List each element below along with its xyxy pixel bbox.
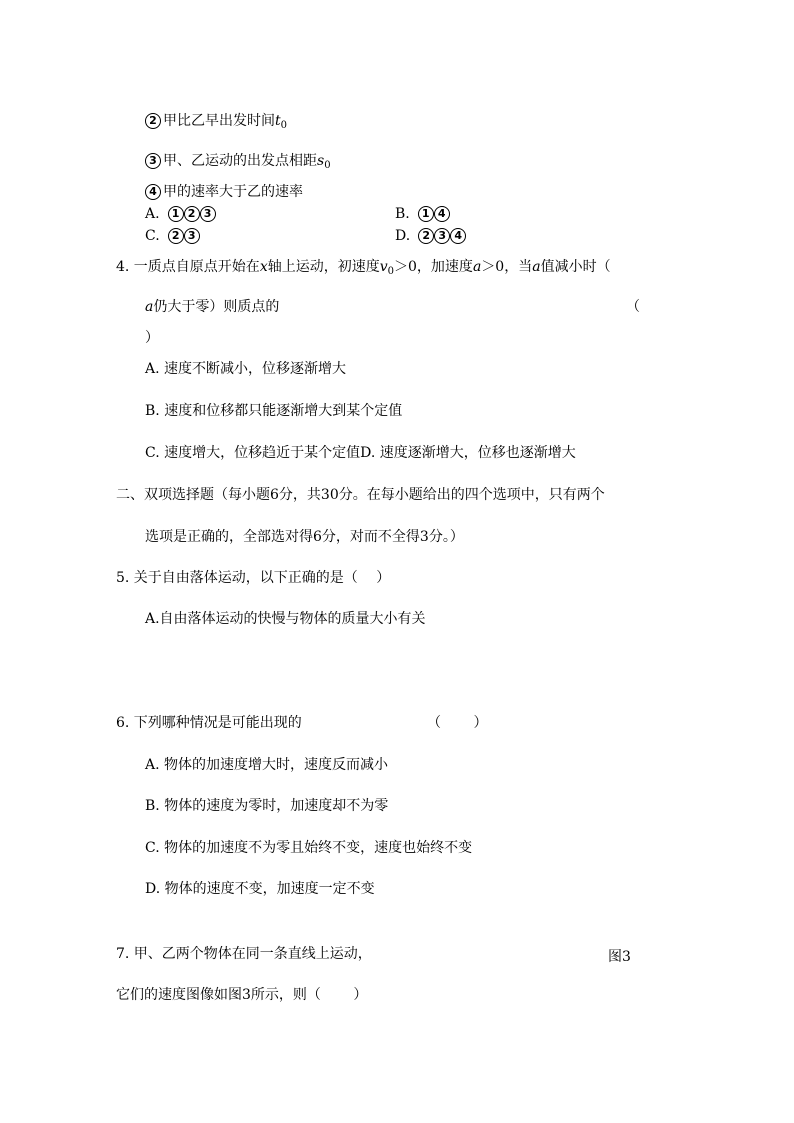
- q6-option-a: A. 物体的加速度增大时，速度反而减小: [145, 757, 389, 773]
- q7-stem-line1: 7. 甲、乙两个物体在同一条直线上运动，: [116, 946, 372, 962]
- section2-header-line1: 二、双项选择题（每小题6分，共30分。在每小题给出的四个选项中，只有两个: [116, 487, 605, 503]
- q6-option-d: D. 物体的速度不变，加速度一定不变: [145, 881, 375, 897]
- q4-stem-line1: 4. 一质点自原点开始在x轴上运动，初速度$v_0>0$，加速度a＞0，当a值减小时（: [116, 259, 611, 277]
- circled-number: 4: [145, 184, 161, 200]
- circled-number: 4: [450, 228, 466, 244]
- q3-option-d: D. 2 3 4: [395, 227, 466, 245]
- q6-answer-paren: （ ）: [427, 715, 488, 731]
- circled-number: 3: [184, 228, 200, 244]
- circled-number: 3: [434, 228, 450, 244]
- q3-item-3: 3 甲、乙运动的出发点相距$s_0$: [145, 152, 331, 170]
- circled-number: 3: [200, 206, 216, 222]
- circled-number: 2: [418, 228, 434, 244]
- figure-label: 图3: [608, 949, 631, 965]
- q4-option-a: A. 速度不断减小，位移逐渐增大: [145, 361, 347, 377]
- q4-options-c-d: [145, 444, 576, 462]
- q6-stem: 6. 下列哪种情况是可能出现的: [116, 715, 302, 731]
- circled-number: 4: [434, 206, 450, 222]
- q3-option-b: B. 1 4: [395, 205, 450, 223]
- q3-option-a: A. 1 2 3: [145, 205, 216, 223]
- q5-option-a: A.自由落体运动的快慢与物体的质量大小有关: [145, 611, 426, 627]
- circled-number: 1: [168, 206, 184, 222]
- section2-header-line2: 选项是正确的，全部选对得6分，对而不全得3分。）: [145, 529, 464, 545]
- q4-stem-line2: a仍大于零）则质点的: [145, 299, 280, 315]
- q7-stem-line2: 它们的速度图像如图3所示，则（ ）: [116, 987, 368, 1003]
- q3-item-2: 2 甲比乙早出发时间$t_0$: [145, 112, 287, 130]
- q4-option-d: D. 速度逐渐增大，位移也逐渐增大: [360, 445, 576, 461]
- circled-number: 2: [168, 228, 184, 244]
- q3-item-4: 4 甲的速率大于乙的速率: [145, 183, 303, 201]
- q6-option-c: C. 物体的加速度不为零且始终不变，速度也始终不变: [145, 840, 473, 856]
- circled-number: 3: [145, 153, 161, 169]
- q5-stem: 5. 关于自由落体运动，以下正确的是（ ）: [116, 570, 391, 586]
- q3-option-c: C. 2 3: [145, 227, 200, 245]
- circled-number: 1: [418, 206, 434, 222]
- q4-option-b: B. 速度和位移都只能逐渐增大到某个定值: [145, 403, 403, 419]
- circled-number: 2: [145, 113, 161, 129]
- q4-answer-paren-close: ）: [145, 330, 159, 346]
- q6-option-b: B. 物体的速度为零时，加速度却不为零: [145, 798, 389, 814]
- circled-number: 2: [184, 206, 200, 222]
- q4-answer-paren-open: （: [626, 299, 640, 315]
- q4-option-c: C. 速度增大，位移趋近于某个定值: [145, 445, 361, 461]
